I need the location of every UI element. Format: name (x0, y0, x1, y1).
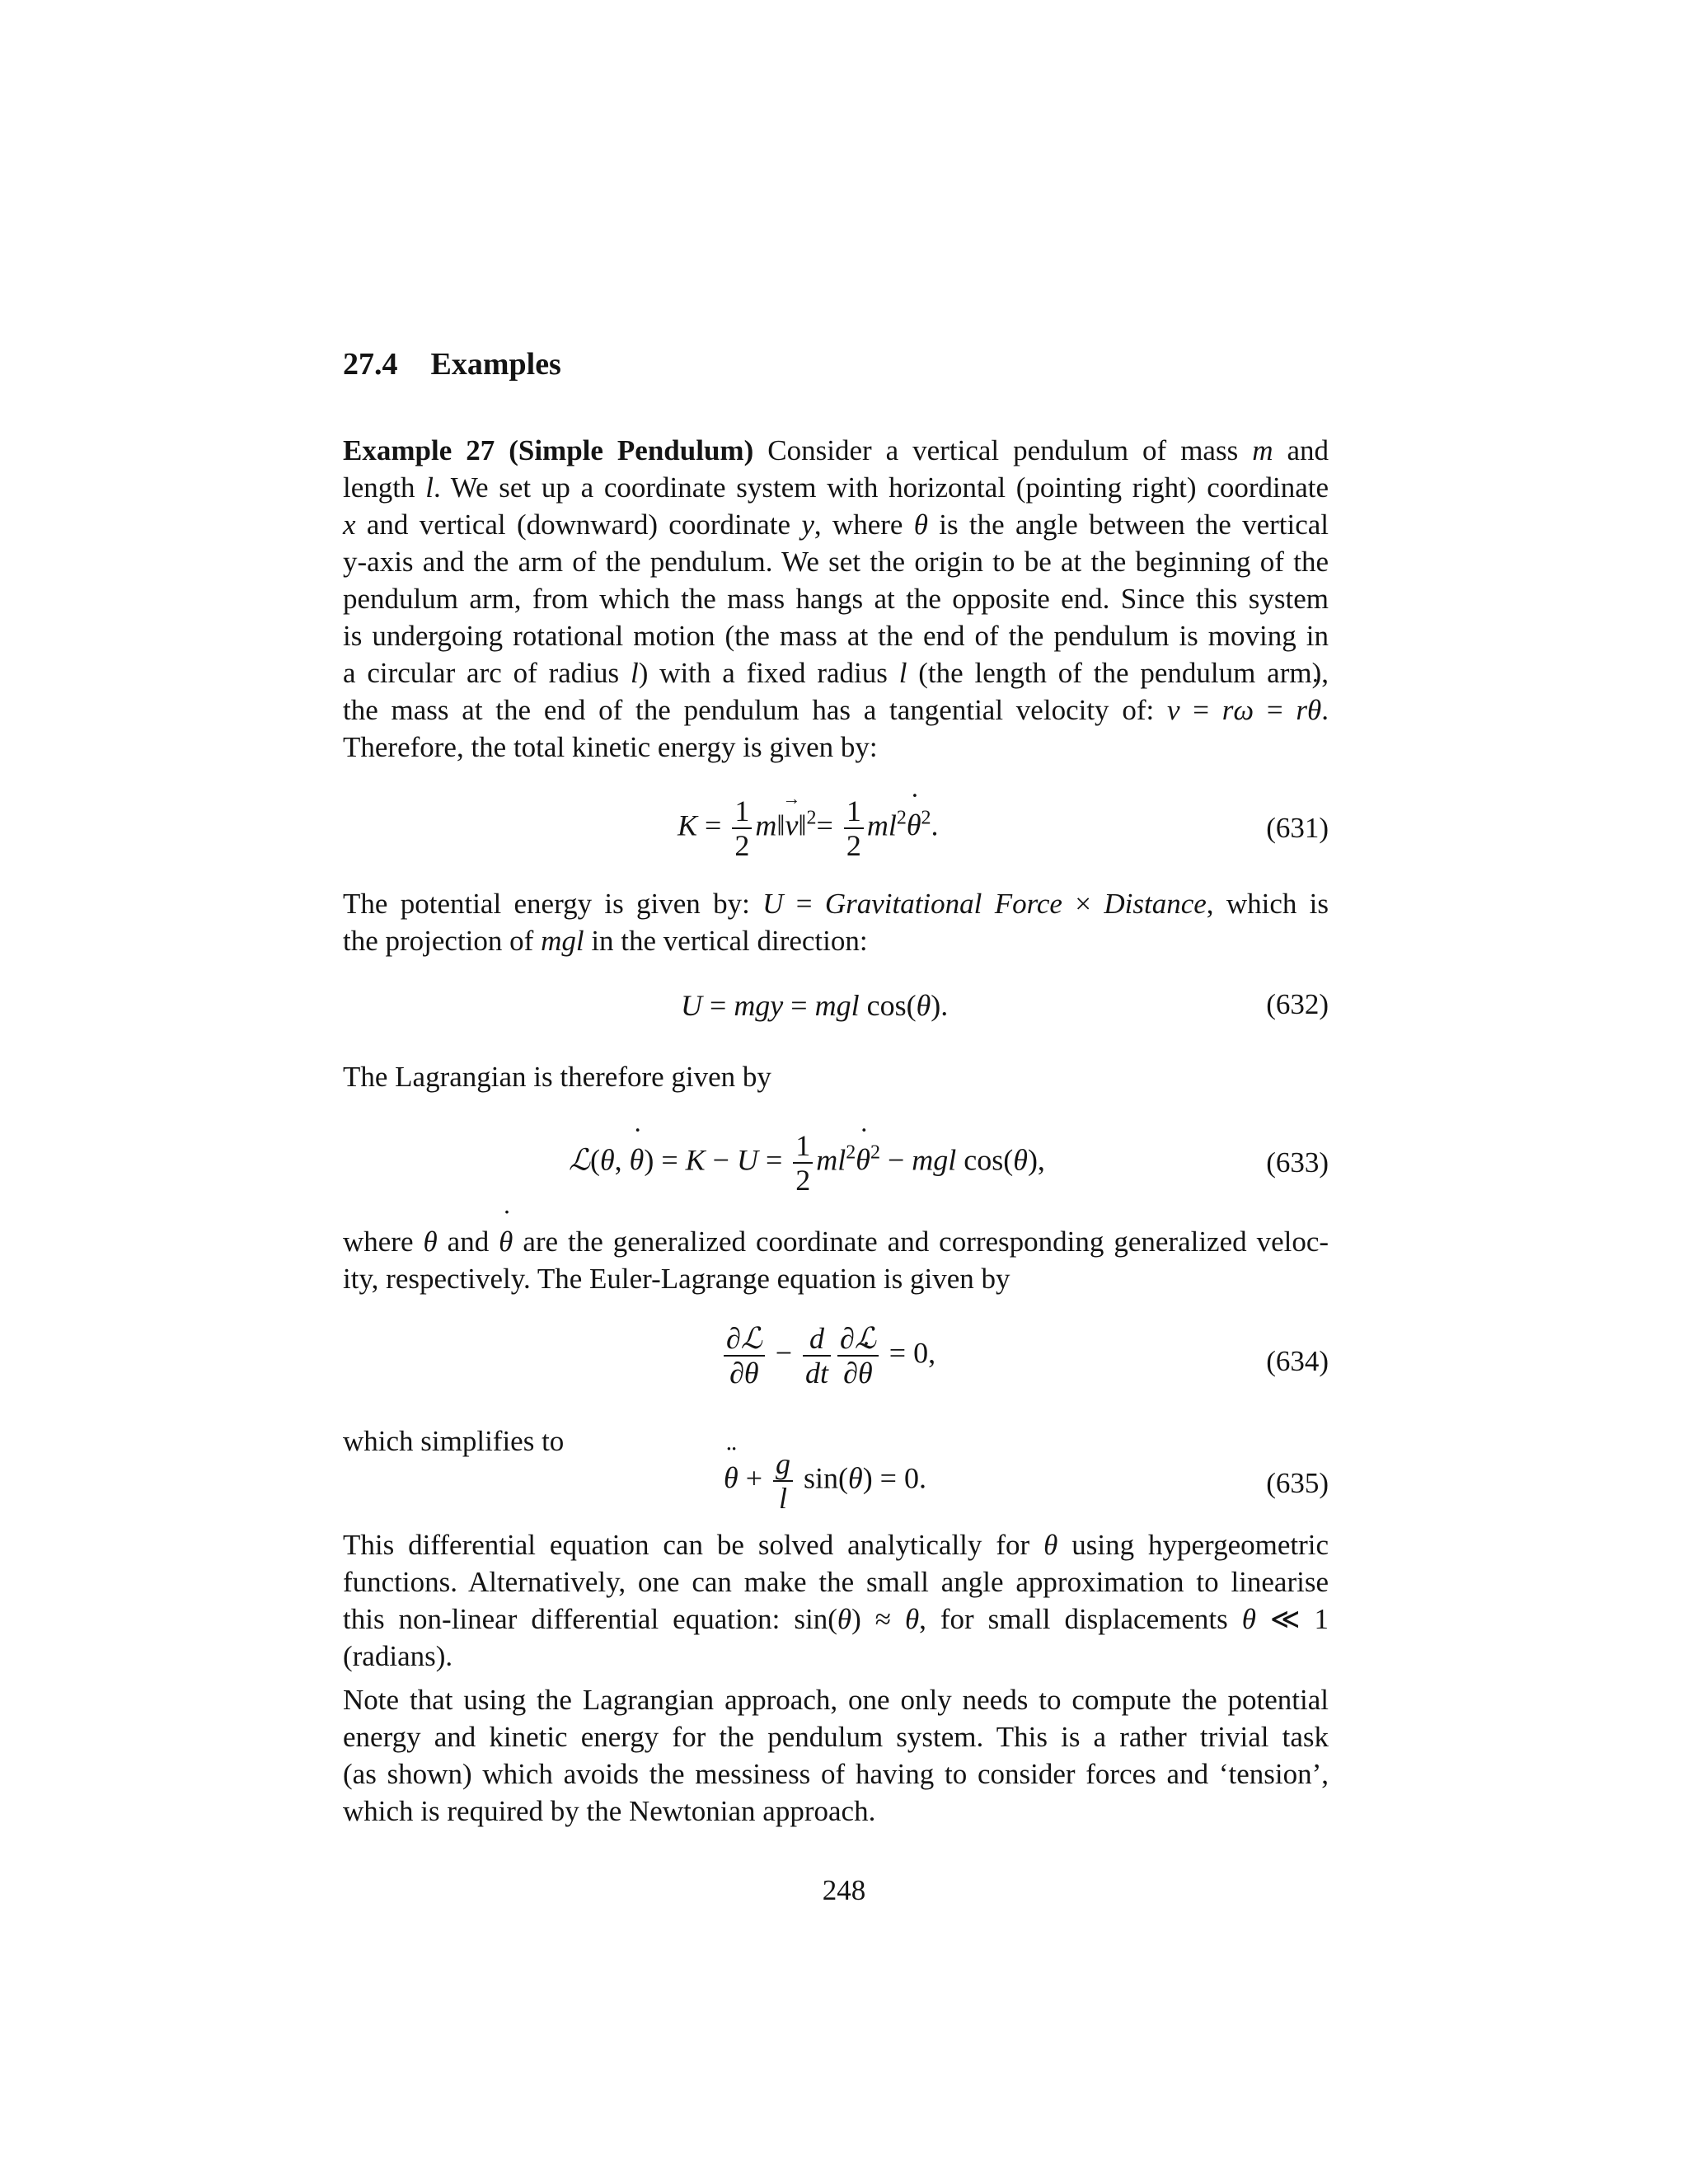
simplifies-text: which simplifies to (343, 1425, 565, 1457)
equation-number-631: (631) (1266, 812, 1329, 844)
equation-number-633: (633) (1266, 1146, 1329, 1179)
equation-633: ℒ(θ, ˙ θ) = K − U = $\frac{1}{2}$ $ml^2˙$ $\theta^2$ − mgl cos(θ), (569, 1129, 1045, 1197)
equation-635: ¨ θ + $\frac{g}{l}$ sin(θ) = 0. (724, 1447, 926, 1515)
equation-number-635: (635) (1266, 1467, 1329, 1499)
section-title-text: Examples (430, 347, 561, 382)
equation-number-634: (634) (1266, 1345, 1329, 1377)
section-heading (343, 346, 561, 382)
page-number: 248 (822, 1874, 866, 1906)
section-number: 27.4 (343, 347, 398, 382)
example-paragraph: Example 27 (Simple Pendulum) Consider a vertical pendulum of mass m and length l. We set up a coordinate system with horizontal (pointing right) coordinate x and vertical (downward) coordinate y, where θ is the angle between the vertical y-axis and the arm of the pendulum. We set the origin to be at the beginning of the pendulum arm, from which the mass hangs at the opposite end. Since this system is undergoing rotational motion (the mass at the end of the pendulum is moving in a circular arc of radius l) with a fixed radius l (the length of the pendulum arm), the mass at the end of the pendulum has a tangential velocity of: v = rω = r˙ θ. Therefore, the total kinetic energy is given by: (343, 432, 1329, 766)
lagrangian-approach-note: Note that using the Lagrangian approach, one only needs to compute the potential energy and kinetic energy for the pendulum system. This is a rather trivial task (as shown) which avoids the messiness of having to consider forces and ‘tension’, which is required by the Newtonian approach. (343, 1684, 1329, 1827)
generalized-coordinates-paragraph: where θ and ˙ θ are the generalized coordinate and corresponding generalized veloc- ity, respectively. The Euler-Lagrange equation is given by (343, 1223, 1329, 1297)
equation-631: K = $\frac{1}{2}$ m‖→ v‖$^2$= $\frac{1}{2}$ $ml^2˙$ $\theta^2$. (678, 794, 939, 862)
example-label: Example 27 (Simple Pendulum) (343, 434, 754, 466)
differential-equation-paragraph: This differential equation can be solved analytically for θ using hypergeometric functions. Alternatively, one can make the small angle approximation to linearise this non-linear differential equation: sin(θ) ≈ θ, for small displacements θ ≪ 1 (radians). (343, 1529, 1329, 1672)
equation-632: U = mgy = mgl cos(θ). (681, 989, 949, 1022)
potential-energy-paragraph: The potential energy is given by: U = Gravitational Force × Distance, which is the projection of mgl in the vertical direction: (343, 888, 1329, 957)
equation-634: $\frac{\text{∂ℒ}}{\partial\theta}$ − $\frac{d}{dt}$ $\frac{\text{∂ℒ}}{\partial˙ \theta}$ = 0, (720, 1322, 935, 1390)
equation-number-632: (632) (1266, 988, 1329, 1020)
lagrangian-intro: The Lagrangian is therefore given by (343, 1061, 771, 1093)
